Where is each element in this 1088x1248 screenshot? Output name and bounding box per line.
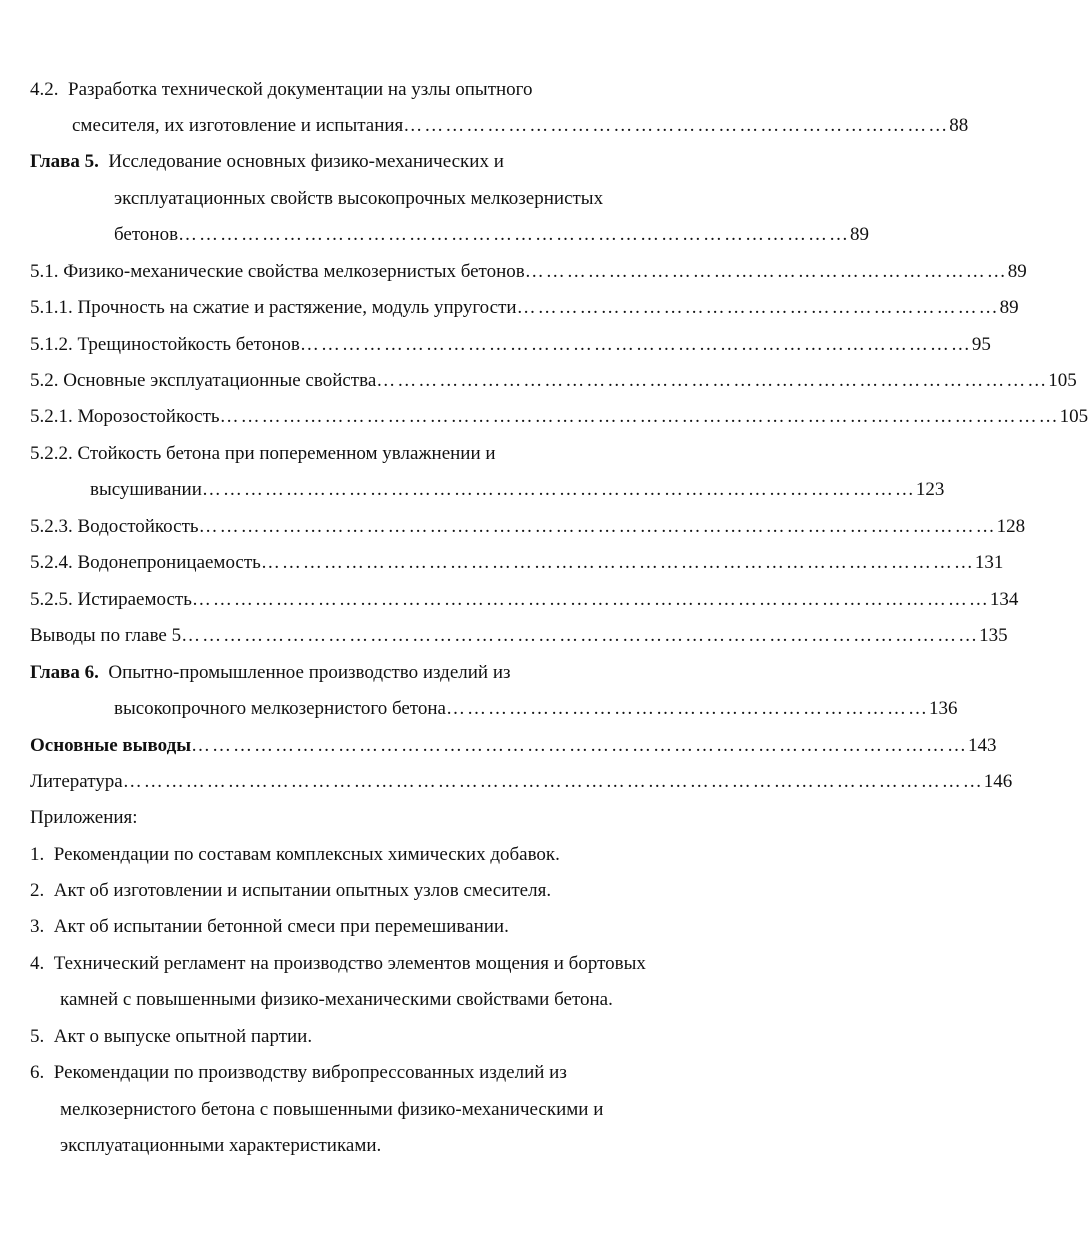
appendix-text: Рекомендации по составам комплексных химических добавок. <box>53 844 560 865</box>
appendix-title: Приложения: <box>30 807 138 828</box>
toc-entry-5-1-1 <box>30 295 1019 321</box>
toc-leader-dots: …………………………………………………………………………………… <box>376 370 1049 391</box>
toc-entry-5-2-2-line2 <box>90 477 945 503</box>
toc-entry-5-2-3 <box>30 514 1026 540</box>
toc-entry-text: 5.2.5. Истираемость <box>30 589 192 610</box>
toc-leader-dots: …………………………………………………………………… <box>403 115 950 136</box>
toc-entry-5-2-4 <box>30 550 1004 576</box>
toc-leader-dots: …………………………………………………………………………………………………………… <box>122 771 984 792</box>
appendix-number: 6. <box>30 1062 45 1083</box>
toc-entry-conclusions-5 <box>30 623 1008 649</box>
toc-entry-text: 5.2.3. Водостойкость <box>30 516 199 537</box>
toc-page-number: 135 <box>979 625 1008 646</box>
chapter-title: эксплуатационных свойств высокопрочных мелкозернистых <box>114 188 604 209</box>
appendix-number: 2. <box>30 880 45 901</box>
appendix-text: камней с повышенными физико-механическими свойствами бетона. <box>60 989 613 1010</box>
toc-leader-dots: ………………………………………………………………………………………… <box>201 479 916 500</box>
toc-entry-text: 5.2.4. Водонепроницаемость <box>30 552 261 573</box>
toc-entry-text: Литература <box>30 771 123 792</box>
toc-entry-text: 5.1.2. Трещиностойкость бетонов <box>30 334 300 355</box>
toc-page-number: 146 <box>983 771 1013 792</box>
toc-entry-number: 4.2. <box>30 79 59 100</box>
chapter-title: Опытно-промышленное производство изделий из <box>108 662 511 683</box>
chapter-title: бетонов <box>114 224 179 245</box>
toc-leader-dots: …………………………………………………………………………………………………… <box>191 589 990 610</box>
appendix-item-6-line2 <box>60 1097 603 1123</box>
chapter-title: Исследование основных физико-механических и <box>108 151 504 172</box>
toc-page-number: 89 <box>1007 261 1027 282</box>
appendix-item-4-line1 <box>30 951 646 977</box>
toc-entry-text: Основные выводы <box>30 735 192 756</box>
toc-page-number: 136 <box>928 698 958 719</box>
appendix-number: 4. <box>30 953 45 974</box>
toc-entry-5-2-5 <box>30 587 1019 613</box>
toc-entry-main-conclusions <box>30 733 997 759</box>
toc-entry-4-2-line1 <box>30 77 533 103</box>
toc-leader-dots: …………………………………………………………… <box>524 261 1008 282</box>
appendix-item-2 <box>30 878 551 904</box>
appendix-text: Технический регламент на производство элементов мощения и бортовых <box>53 953 646 974</box>
toc-chapter-6-line1 <box>30 660 511 686</box>
toc-leader-dots: ………………………………………………………………………………………………… <box>191 735 969 756</box>
toc-leader-dots: …………………………………………………………… <box>516 297 1000 318</box>
toc-leader-dots: ………………………………………………………………………………………………………… <box>219 406 1060 427</box>
toc-entry-text: Разработка технической документации на узлы опытного <box>68 79 533 100</box>
toc-page-number: 143 <box>968 735 997 756</box>
toc-leader-dots: …………………………………………………………………………………… <box>178 224 851 245</box>
chapter-label: Глава 6. <box>30 662 99 683</box>
toc-page-number: 95 <box>971 334 991 355</box>
toc-page-number: 131 <box>974 552 1004 573</box>
toc-page-number: 128 <box>996 516 1026 537</box>
toc-entry-text: 5.2. Основные эксплуатационные свойства <box>30 370 377 391</box>
appendix-item-5 <box>30 1024 312 1050</box>
appendix-item-1 <box>30 842 560 868</box>
appendix-text: Акт об изготовлении и испытании опытных узлов смесителя. <box>53 880 552 901</box>
toc-page-number: 123 <box>915 479 945 500</box>
toc-chapter-5-line2 <box>114 186 603 212</box>
appendix-text: мелкозернистого бетона с повышенными физико-механическими и <box>60 1099 604 1120</box>
toc-entry-text: Выводы по главе 5 <box>30 625 182 646</box>
appendix-text: эксплуатационными характеристиками. <box>60 1135 382 1156</box>
appendix-number: 5. <box>30 1026 45 1047</box>
toc-entry-literature <box>30 769 1013 795</box>
toc-page-number: 89 <box>850 224 870 245</box>
toc-chapter-5-line1 <box>30 149 504 175</box>
toc-page-number: 134 <box>989 589 1019 610</box>
toc-entry-4-2-line2 <box>72 113 969 139</box>
toc-entry-text: 5.2.2. Стойкость бетона при попеременном увлажнении и <box>30 443 496 464</box>
toc-chapter-6-line2 <box>114 696 958 722</box>
appendix-item-4-line2 <box>60 987 613 1013</box>
toc-entry-5-2 <box>30 368 1077 394</box>
toc-page-number: 89 <box>999 297 1019 318</box>
appendix-item-3 <box>30 914 509 940</box>
toc-entry-5-2-2-line1 <box>30 441 496 467</box>
toc-page-number: 88 <box>949 115 969 136</box>
toc-leader-dots: …………………………………………………………………………………………………… <box>181 625 980 646</box>
toc-entry-5-2-1 <box>30 404 1088 430</box>
appendix-number: 3. <box>30 916 45 937</box>
toc-page-number: 105 <box>1059 406 1088 427</box>
toc-leader-dots: …………………………………………………………………………………………………… <box>198 516 997 537</box>
toc-entry-text: 5.1.1. Прочность на сжатие и растяжение, модуль упругости <box>30 297 517 318</box>
toc-entry-text: 5.1. Физико-механические свойства мелкозернистых бетонов <box>30 261 525 282</box>
chapter-title: высокопрочного мелкозернистого бетона <box>114 698 446 719</box>
toc-page-number: 105 <box>1048 370 1077 391</box>
chapter-label: Глава 5. <box>30 151 99 172</box>
appendix-text: Акт об испытании бетонной смеси при перемешивании. <box>53 916 509 937</box>
appendix-text: Акт о выпуске опытной партии. <box>53 1026 313 1047</box>
toc-chapter-5-line3 <box>114 222 870 248</box>
appendix-heading <box>30 805 138 831</box>
toc-entry-text: высушивании <box>90 479 202 500</box>
appendix-item-6-line1 <box>30 1060 567 1086</box>
toc-entry-5-1 <box>30 259 1027 285</box>
toc-entry-text: смесителя, их изготовление и испытания <box>72 115 404 136</box>
toc-entry-text: 5.2.1. Морозостойкость <box>30 406 220 427</box>
appendix-number: 1. <box>30 844 45 865</box>
toc-entry-5-1-2 <box>30 332 991 358</box>
toc-leader-dots: ………………………………………………………………………………………… <box>260 552 975 573</box>
toc-leader-dots: …………………………………………………………………………………… <box>299 334 972 355</box>
toc-leader-dots: …………………………………………………………… <box>445 698 929 719</box>
appendix-text: Рекомендации по производству вибропрессованных изделий из <box>53 1062 567 1083</box>
appendix-item-6-line3 <box>60 1133 381 1159</box>
